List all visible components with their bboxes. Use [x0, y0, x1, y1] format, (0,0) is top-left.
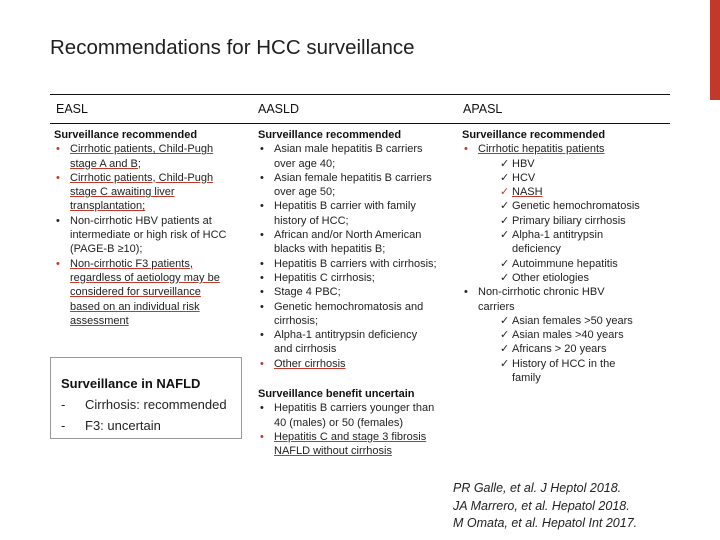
easl-column: [54, 128, 250, 328]
list-item-text: Non-cirrhotic chronic HBV carriers: [478, 286, 605, 313]
check-icon: ✓: [500, 157, 510, 170]
aasld-benefit-list: [258, 401, 434, 458]
bullet-icon: •: [260, 171, 264, 184]
check-icon: ✓: [500, 314, 510, 327]
reference: M Omata, et al. Hepatol Int 2017.: [453, 516, 638, 530]
bullet-icon: •: [464, 286, 468, 299]
list-item: [462, 257, 672, 271]
list-item-text: Cirrhotic patients, Child-Pugh stage C awaiting liver transplantation;: [70, 171, 214, 213]
bullet-icon: •: [260, 143, 264, 156]
list-item: [258, 271, 458, 285]
bullet-icon: •: [56, 143, 60, 156]
list-item: [462, 342, 672, 356]
check-icon: ✓: [500, 200, 510, 213]
check-icon: ✓: [500, 229, 510, 242]
list-item: [462, 142, 672, 156]
slide-title: Recommendations for HCC surveillance: [50, 36, 415, 59]
list-item-text: Cirrhotic patients, Child-Pugh stage A and B;: [70, 143, 214, 170]
list-item-text: Hepatitis C and stage 3 fibrosis NAFLD without cirrhosis: [274, 430, 427, 458]
list-item-text: Other etiologies: [512, 271, 590, 284]
bullet-icon: •: [56, 257, 60, 270]
list-item: [54, 257, 250, 328]
aasld-column: [258, 128, 458, 371]
list-item-text: Asian females >50 years: [512, 314, 633, 327]
nafld-item: - Cirrhosis: recommended: [61, 397, 227, 412]
list-item: [462, 271, 672, 285]
nafld-box: [50, 357, 242, 439]
list-item-text: HCV: [512, 171, 536, 184]
list-item: [258, 257, 458, 271]
list-item: [462, 214, 672, 228]
list-item-text: Hepatitis B carrier with family history of HCC;: [274, 200, 416, 227]
bullet-icon: •: [260, 200, 264, 213]
list-item: [258, 171, 458, 200]
list-item: [462, 199, 672, 213]
bullet-icon: •: [260, 329, 264, 342]
list-item-text: Hepatitis C cirrhosis;: [274, 271, 375, 284]
table-top-rule: [50, 94, 670, 95]
bullet-icon: •: [260, 430, 264, 443]
list-item-text: Cirrhotic hepatitis patients: [478, 143, 605, 156]
list-item: [258, 430, 434, 459]
list-item: [258, 401, 434, 430]
list-item: [462, 357, 672, 386]
list-item-text: Asian male hepatitis B carriers over age 40;: [274, 143, 423, 170]
list-item-text: African and/or North American blacks with hepatitis B;: [274, 229, 422, 256]
list-item: [54, 214, 250, 257]
list-item: [258, 357, 458, 371]
list-item: [462, 228, 672, 257]
list-item-text: HBV: [512, 157, 535, 170]
reference: PR Galle, et al. J Heptol 2018.: [453, 481, 622, 495]
column-header-easl: EASL: [56, 102, 88, 116]
apasl-heading: Surveillance recommended: [462, 129, 606, 141]
list-item-text: Hepatitis B carriers with cirrhosis;: [274, 257, 437, 270]
check-icon: ✓: [500, 271, 510, 284]
check-icon: ✓: [500, 357, 510, 370]
check-icon: ✓: [500, 329, 510, 342]
list-item-text: Primary biliary cirrhosis: [512, 214, 626, 227]
accent-bar: [710, 0, 720, 100]
check-icon: ✓: [500, 343, 510, 356]
bullet-icon: •: [260, 229, 264, 242]
list-item-text: Asian female hepatitis B carriers over age 50;: [274, 171, 432, 199]
list-item-text: Genetic hemochromatosis: [512, 200, 640, 213]
nafld-item: - F3: uncertain: [61, 418, 161, 433]
check-icon: ✓: [500, 214, 510, 227]
list-item-text: Non-cirrhotic F3 patients, regardless of aetiology may be considered for surveillance based on an individual risk assessment: [70, 257, 220, 327]
list-item-text: Other cirrhosis: [274, 357, 346, 370]
bullet-icon: •: [260, 257, 264, 270]
list-item: [462, 328, 672, 342]
list-item-text: Genetic hemochromatosis and cirrhosis;: [274, 300, 424, 327]
column-header-apasl: APASL: [463, 102, 503, 116]
check-icon: ✓: [500, 257, 510, 270]
bullet-icon: •: [260, 286, 264, 299]
list-item-text: History of HCC in the family: [512, 357, 616, 385]
reference: JA Marrero, et al. Hepatol 2018.: [453, 498, 630, 513]
apasl-column: [462, 128, 672, 385]
list-item: [258, 285, 458, 299]
bullet-icon: •: [464, 143, 468, 156]
list-item-text: Africans > 20 years: [512, 343, 607, 356]
check-icon: ✓: [500, 171, 510, 184]
list-item: [462, 185, 672, 199]
bullet-icon: •: [260, 357, 264, 370]
bullet-icon: •: [260, 402, 264, 415]
list-item: [54, 171, 250, 214]
easl-heading: Surveillance recommended: [54, 129, 198, 141]
bullet-icon: •: [260, 271, 264, 284]
check-icon: ✓: [500, 186, 510, 199]
list-item: [258, 300, 458, 329]
aasld-list: [258, 142, 458, 371]
bullet-icon: •: [260, 300, 264, 313]
list-item: [54, 142, 250, 171]
bullet-icon: •: [56, 214, 60, 227]
list-item: [462, 314, 672, 328]
list-item-text: Non-cirrhotic HBV patients at intermediate or high risk of HCC (PAGE-B ≥10);: [70, 214, 227, 256]
list-item: [258, 142, 458, 171]
list-item-text: NASH: [512, 186, 543, 199]
easl-list: [54, 142, 250, 328]
list-item: [462, 157, 672, 171]
list-item-text: Hepatitis B carriers younger than 40 (males) or 50 (females): [274, 402, 435, 429]
list-item-text: Asian males >40 years: [512, 329, 624, 342]
aasld-benefit-section: [258, 387, 434, 458]
list-item-text: Alpha-1 antitrypsin deficiency: [512, 229, 604, 256]
aasld-benefit-heading: Surveillance benefit uncertain: [258, 388, 415, 400]
list-item-text: Alpha-1 antitrypsin deficiency and cirrhosis: [274, 329, 418, 356]
column-header-aasld: AASLD: [258, 102, 299, 116]
list-item: [462, 285, 672, 314]
nafld-heading: Surveillance in NAFLD: [61, 376, 201, 391]
list-item-text: Stage 4 PBC;: [274, 286, 341, 299]
aasld-heading: Surveillance recommended: [258, 129, 402, 141]
references: [453, 480, 637, 533]
list-item: [462, 171, 672, 185]
list-item-text: Autoimmune hepatitis: [512, 257, 618, 270]
apasl-list: [462, 142, 672, 385]
bullet-icon: •: [56, 171, 60, 184]
list-item: [258, 199, 458, 228]
list-item: [258, 228, 458, 257]
table-header-rule: [50, 123, 670, 124]
list-item: [258, 328, 458, 357]
